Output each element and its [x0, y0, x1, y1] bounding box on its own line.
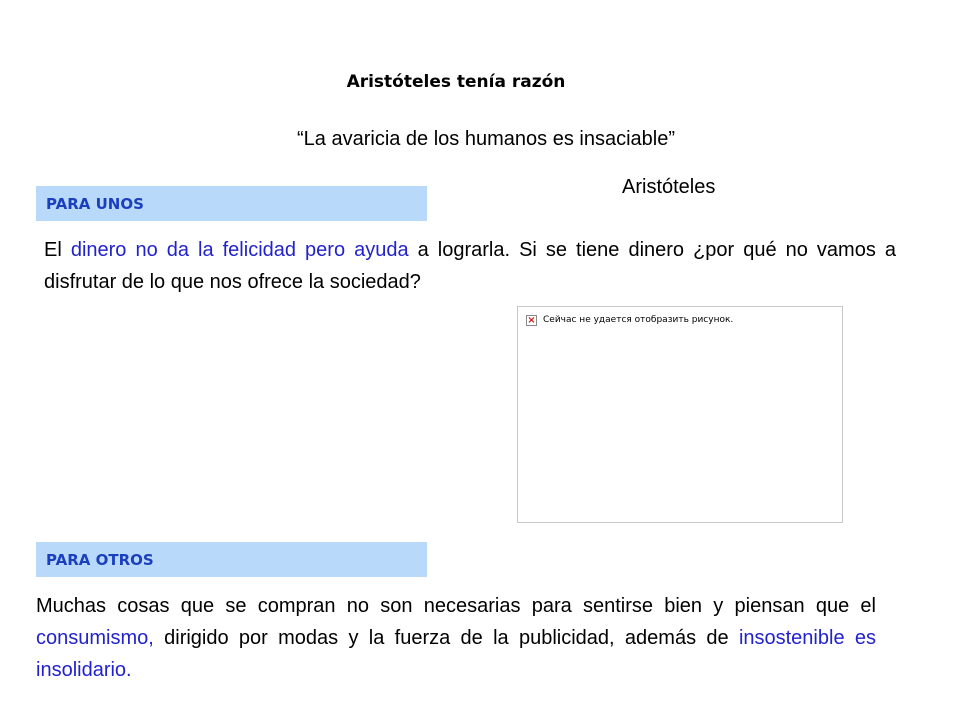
- highlight-text: consumismo,: [36, 627, 154, 649]
- highlight-text: insostenible es insolidario.: [36, 627, 876, 681]
- section-heading-para-unos: PARA UNOS: [36, 186, 427, 221]
- highlight-text: dinero no da la felicidad pero ayuda: [70, 239, 409, 261]
- paragraph-text: El: [44, 239, 71, 261]
- page-title: Aristóteles tenía razón: [346, 72, 566, 92]
- paragraph-text: a lograrla. Si se tiene dinero ¿por qué no vamos a disfrutar de lo que nos ofrece la sociedad?: [44, 239, 896, 293]
- broken-image-icon: ×: [527, 315, 536, 326]
- paragraph-para-otros: [36, 590, 876, 686]
- quote-author: Aristóteles: [622, 176, 716, 198]
- paragraph-text: Muchas cosas que se compran no son necesarias para sentirse bien y piensan que el: [36, 595, 876, 617]
- broken-image-placeholder: [517, 306, 843, 523]
- section-heading-para-otros: PARA OTROS: [36, 542, 427, 577]
- quote: “La avaricia de los humanos es insaciable”: [297, 128, 675, 150]
- paragraph-para-unos: [44, 234, 896, 298]
- broken-image-message: Сейчас не удается отобразить рисунок.: [543, 315, 734, 325]
- paragraph-text: dirigido por modas y la fuerza de la publicidad, además de: [153, 627, 739, 649]
